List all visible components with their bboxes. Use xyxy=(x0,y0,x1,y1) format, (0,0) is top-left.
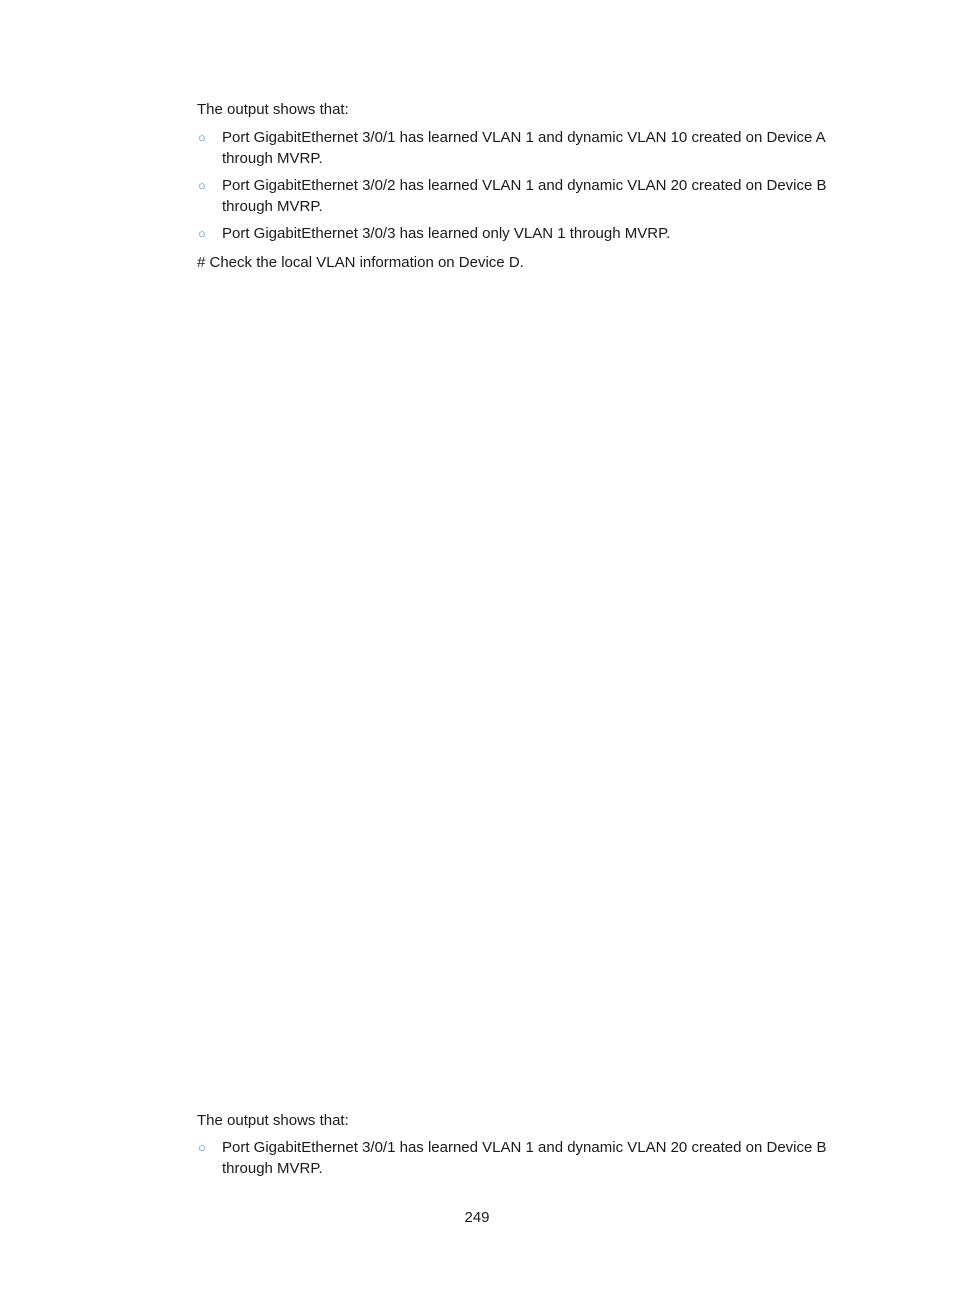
list-item-text: Port GigabitEthernet 3/0/1 has learned VLAN 1 and dynamic VLAN 20 created on Device B through MVRP. xyxy=(222,1139,827,1177)
list-item-text: Port GigabitEthernet 3/0/1 has learned VLAN 1 and dynamic VLAN 10 created on Device A through MVRP. xyxy=(222,129,825,167)
section1-intro: The output shows that: xyxy=(197,101,349,118)
hollow-circle-bullet-icon: ○ xyxy=(198,178,206,193)
section1-bullet-list xyxy=(197,127,867,250)
list-item-text: Port GigabitEthernet 3/0/2 has learned VLAN 1 and dynamic VLAN 20 created on Device B through MVRP. xyxy=(222,177,827,215)
list-item xyxy=(197,175,867,217)
hollow-circle-bullet-icon: ○ xyxy=(198,1140,206,1155)
list-item xyxy=(197,127,867,169)
list-item-text: Port GigabitEthernet 3/0/3 has learned only VLAN 1 through MVRP. xyxy=(222,225,671,242)
section2-intro: The output shows that: xyxy=(197,1112,349,1129)
hollow-circle-bullet-icon: ○ xyxy=(198,226,206,241)
section2-bullet-list xyxy=(197,1137,867,1185)
page-number: 249 xyxy=(464,1209,490,1226)
list-item xyxy=(197,1137,867,1179)
hollow-circle-bullet-icon: ○ xyxy=(198,130,206,145)
list-item xyxy=(197,223,867,244)
section1-followup: # Check the local VLAN information on Device D. xyxy=(197,254,524,271)
